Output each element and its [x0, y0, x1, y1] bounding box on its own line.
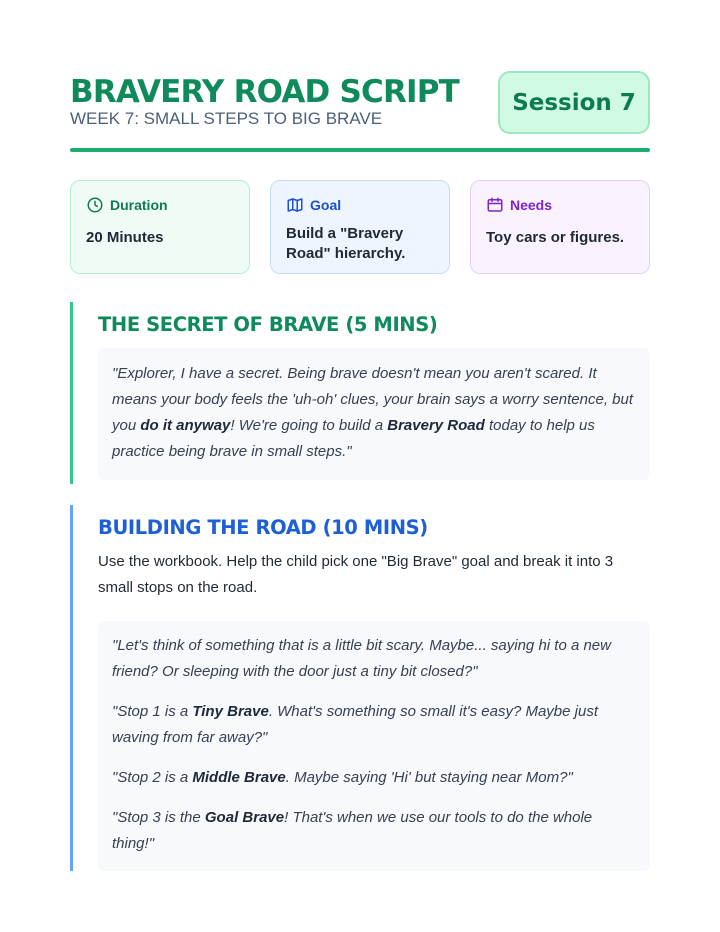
- road-script-quotes: [98, 621, 650, 871]
- goal-label: Goal: [310, 197, 342, 213]
- road-quote-4: "Stop 3 is the Goal Brave! That's when we use our tools to do the whole thing!": [112, 809, 593, 852]
- calendar-icon: [486, 196, 504, 214]
- needs-label: Needs: [510, 197, 553, 213]
- map-icon: [286, 196, 304, 214]
- duration-label: Duration: [110, 197, 168, 213]
- goal-card: [270, 180, 450, 274]
- secret-section-title: THE SECRET OF BRAVE (5 MINS): [98, 313, 438, 336]
- road-quote-1: "Let's think of something that is a little bit scary. Maybe... saying hi to a new friend? Or sleeping with the door just a tiny bit closed?": [112, 637, 611, 680]
- goal-value: Build a "Bravery Road" hierarchy.: [286, 225, 406, 262]
- road-quote-3: "Stop 2 is a Middle Brave. Maybe saying 'Hi' but staying near Mom?": [112, 769, 573, 786]
- clock-icon: [86, 196, 104, 214]
- duration-value: 20 Minutes: [86, 229, 164, 246]
- road-quote-2: "Stop 1 is a Tiny Brave. What's something so small it's easy? Maybe just waving from far away?": [112, 703, 598, 746]
- secret-section: [70, 302, 650, 484]
- needs-card: [470, 180, 650, 274]
- duration-card: [70, 180, 250, 274]
- header: [70, 70, 650, 154]
- header-divider: [70, 148, 650, 152]
- road-section: [70, 505, 650, 871]
- page-subtitle: WEEK 7: SMALL STEPS TO BIG BRAVE: [70, 109, 383, 128]
- needs-value: Toy cars or figures.: [486, 229, 625, 246]
- road-section-title: BUILDING THE ROAD (10 MINS): [98, 516, 428, 539]
- session-badge: Session 7: [498, 71, 650, 134]
- emphasis-bravery-road: Bravery Road: [387, 417, 485, 434]
- secret-script-quote: "Explorer, I have a secret. Being brave doesn't mean you aren't scared. It means your body feels the 'uh-oh' clues, your brain says a worry sentence, but you do it anyway! We're going to build a Bravery Road today to help us practice being brave in small steps.": [98, 348, 650, 480]
- page-title: BRAVERY ROAD SCRIPT: [70, 74, 460, 110]
- emphasis-do-it-anyway: do it anyway: [140, 417, 231, 434]
- road-instructions: Use the workbook. Help the child pick one "Big Brave" goal and break it into 3 small stops on the road.: [98, 553, 614, 596]
